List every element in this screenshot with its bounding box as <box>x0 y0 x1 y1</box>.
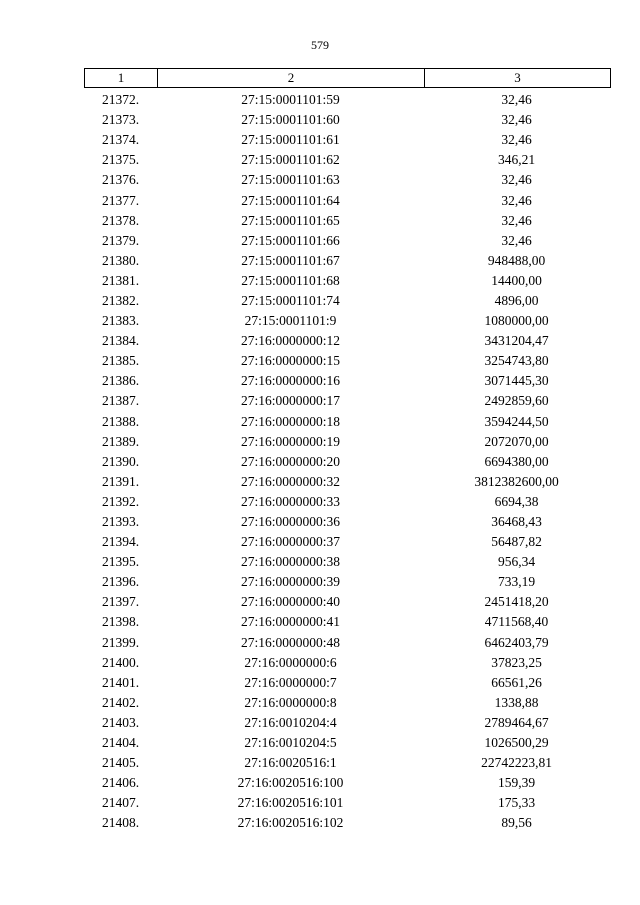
row-number-cell: 21382. <box>101 292 140 308</box>
cadastral-number-cell: 27:16:0000000:6 <box>244 654 337 670</box>
cadastral-number-cell: 27:16:0000000:37 <box>240 534 340 550</box>
row-number-cell: 21378. <box>101 212 140 228</box>
table-row <box>84 653 611 673</box>
value-cell: 175,33 <box>497 795 536 811</box>
row-number-cell: 21377. <box>101 192 140 208</box>
row-number-cell: 21372. <box>101 92 140 108</box>
row-number-cell: 21393. <box>101 514 140 530</box>
value-cell: 3071445,30 <box>484 373 549 389</box>
value-cell: 37823,25 <box>491 654 542 670</box>
row-number-cell: 21390. <box>101 453 140 469</box>
table-row <box>84 251 611 271</box>
value-cell: 1080000,00 <box>484 313 549 329</box>
value-cell: 32,46 <box>501 172 532 188</box>
table-row <box>84 512 611 532</box>
table-row <box>84 211 611 231</box>
table-row <box>84 733 611 753</box>
row-number-cell: 21389. <box>101 433 140 449</box>
cadastral-number-cell: 27:15:0001101:59 <box>241 92 340 108</box>
cadastral-number-cell: 27:16:0000000:18 <box>240 413 340 429</box>
value-cell: 66561,26 <box>491 674 542 690</box>
value-cell: 32,46 <box>501 212 532 228</box>
table-row <box>84 432 611 452</box>
value-cell: 1026500,29 <box>484 735 549 751</box>
cadastral-number-cell: 27:15:0001101:64 <box>241 192 340 208</box>
cadastral-number-cell: 27:16:0000000:36 <box>240 514 340 530</box>
row-number-cell: 21374. <box>101 132 140 148</box>
table-row <box>84 753 611 773</box>
value-cell: 32,46 <box>501 112 532 128</box>
value-cell: 1338,88 <box>494 694 539 710</box>
table-row <box>84 773 611 793</box>
row-number-cell: 21379. <box>101 232 140 248</box>
cadastral-number-cell: 27:15:0001101:63 <box>241 172 340 188</box>
cadastral-number-cell: 27:16:0000000:16 <box>240 373 340 389</box>
value-cell: 32,46 <box>501 92 532 108</box>
value-cell: 733,19 <box>497 574 536 590</box>
cadastral-number-cell: 27:16:0000000:8 <box>244 694 337 710</box>
table-header <box>84 68 611 88</box>
table-row <box>84 412 611 432</box>
cadastral-number-cell: 27:15:0001101:61 <box>241 132 340 148</box>
table-row <box>84 170 611 190</box>
cadastral-number-cell: 27:16:0000000:17 <box>240 393 340 409</box>
table-row <box>84 150 611 170</box>
table-row <box>84 673 611 693</box>
table-row <box>84 291 611 311</box>
value-cell: 36468,43 <box>491 514 542 530</box>
table-row <box>84 231 611 251</box>
row-number-cell: 21373. <box>101 112 140 128</box>
cadastral-number-cell: 27:16:0000000:12 <box>240 333 340 349</box>
row-number-cell: 21395. <box>101 554 140 570</box>
value-cell: 6462403,79 <box>484 634 549 650</box>
row-number-cell: 21391. <box>101 473 140 489</box>
row-number-cell: 21385. <box>101 353 140 369</box>
value-cell: 956,34 <box>497 554 536 570</box>
cadastral-number-cell: 27:16:0000000:32 <box>240 473 340 489</box>
row-number-cell: 21392. <box>101 493 140 509</box>
row-number-cell: 21380. <box>101 252 140 268</box>
cadastral-number-cell: 27:16:0020516:1 <box>244 755 337 771</box>
row-number-cell: 21402. <box>101 694 140 710</box>
table-row <box>84 452 611 472</box>
row-number-cell: 21400. <box>101 654 140 670</box>
value-cell: 4896,00 <box>494 292 539 308</box>
value-cell: 56487,82 <box>491 534 542 550</box>
cadastral-number-cell: 27:15:0001101:68 <box>241 272 340 288</box>
value-cell: 32,46 <box>501 132 532 148</box>
value-cell: 948488,00 <box>487 252 546 268</box>
table-row <box>84 391 611 411</box>
table-row <box>84 492 611 512</box>
cadastral-number-cell: 27:16:0000000:48 <box>240 634 340 650</box>
value-cell: 3812382600,00 <box>474 473 559 489</box>
value-cell: 159,39 <box>497 775 536 791</box>
row-number-cell: 21397. <box>101 594 140 610</box>
cadastral-number-cell: 27:16:0000000:33 <box>240 493 340 509</box>
cadastral-number-cell: 27:16:0000000:40 <box>240 594 340 610</box>
value-cell: 32,46 <box>501 192 532 208</box>
table-row <box>84 633 611 653</box>
table-row <box>84 331 611 351</box>
value-cell: 6694,38 <box>494 493 539 509</box>
row-number-cell: 21401. <box>101 674 140 690</box>
cadastral-number-cell: 27:16:0020516:100 <box>237 775 344 791</box>
cadastral-number-cell: 27:16:0020516:102 <box>237 815 344 831</box>
column-header-1: 1 <box>85 69 158 87</box>
table-row <box>84 532 611 552</box>
value-cell: 2072070,00 <box>484 433 549 449</box>
value-cell: 3254743,80 <box>484 353 549 369</box>
value-cell: 2492859,60 <box>484 393 549 409</box>
cadastral-number-cell: 27:15:0001101:65 <box>241 212 340 228</box>
table-row <box>84 311 611 331</box>
table-row <box>84 552 611 572</box>
column-header-2: 2 <box>158 69 425 87</box>
row-number-cell: 21387. <box>101 393 140 409</box>
row-number-cell: 21396. <box>101 574 140 590</box>
cadastral-number-cell: 27:16:0000000:41 <box>240 614 340 630</box>
row-number-cell: 21406. <box>101 775 140 791</box>
value-cell: 2451418,20 <box>484 594 549 610</box>
table-row <box>84 190 611 210</box>
cadastral-number-cell: 27:16:0010204:5 <box>244 735 337 751</box>
table-row <box>84 90 611 110</box>
cadastral-number-cell: 27:15:0001101:67 <box>241 252 340 268</box>
row-number-cell: 21386. <box>101 373 140 389</box>
table-row <box>84 271 611 291</box>
value-cell: 3431204,47 <box>484 333 549 349</box>
table-row <box>84 572 611 592</box>
cadastral-number-cell: 27:15:0001101:62 <box>241 152 340 168</box>
cadastral-number-cell: 27:16:0000000:7 <box>244 674 337 690</box>
value-cell: 346,21 <box>497 152 536 168</box>
row-number-cell: 21407. <box>101 795 140 811</box>
table-row <box>84 130 611 150</box>
cadastral-number-cell: 27:16:0000000:19 <box>240 433 340 449</box>
row-number-cell: 21403. <box>101 714 140 730</box>
value-cell: 6694380,00 <box>484 453 549 469</box>
value-cell: 32,46 <box>501 232 532 248</box>
cadastral-number-cell: 27:16:0000000:20 <box>240 453 340 469</box>
cadastral-number-cell: 27:15:0001101:66 <box>241 232 340 248</box>
value-cell: 3594244,50 <box>484 413 549 429</box>
row-number-cell: 21375. <box>101 152 140 168</box>
cadastral-number-cell: 27:16:0020516:101 <box>237 795 344 811</box>
cadastral-number-cell: 27:16:0010204:4 <box>244 714 337 730</box>
value-cell: 14400,00 <box>491 272 542 288</box>
value-cell: 89,56 <box>501 815 532 831</box>
value-cell: 4711568,40 <box>484 614 549 630</box>
row-number-cell: 21384. <box>101 333 140 349</box>
table-row <box>84 351 611 371</box>
row-number-cell: 21394. <box>101 534 140 550</box>
row-number-cell: 21398. <box>101 614 140 630</box>
cadastral-number-cell: 27:15:0001101:74 <box>241 292 340 308</box>
cadastral-number-cell: 27:16:0000000:15 <box>240 353 340 369</box>
page-number: 579 <box>311 38 329 52</box>
table-row <box>84 713 611 733</box>
row-number-cell: 21405. <box>101 755 140 771</box>
data-table <box>84 68 611 833</box>
row-number-cell: 21376. <box>101 172 140 188</box>
cadastral-number-cell: 27:16:0000000:39 <box>240 574 340 590</box>
table-row <box>84 793 611 813</box>
cadastral-number-cell: 27:15:0001101:9 <box>244 313 337 329</box>
table-row <box>84 371 611 391</box>
column-header-3: 3 <box>514 70 521 85</box>
row-number-cell: 21383. <box>101 313 140 329</box>
row-number-cell: 21404. <box>101 735 140 751</box>
value-cell: 2789464,67 <box>484 714 549 730</box>
table-body <box>84 90 611 833</box>
table-row <box>84 472 611 492</box>
cadastral-number-cell: 27:16:0000000:38 <box>240 554 340 570</box>
row-number-cell: 21408. <box>101 815 140 831</box>
row-number-cell: 21399. <box>101 634 140 650</box>
row-number-cell: 21388. <box>101 413 140 429</box>
cadastral-number-cell: 27:15:0001101:60 <box>241 112 340 128</box>
table-row <box>84 592 611 612</box>
table-row <box>84 813 611 833</box>
table-row <box>84 693 611 713</box>
table-row <box>84 612 611 632</box>
row-number-cell: 21381. <box>101 272 140 288</box>
table-row <box>84 110 611 130</box>
value-cell: 22742223,81 <box>481 755 552 771</box>
